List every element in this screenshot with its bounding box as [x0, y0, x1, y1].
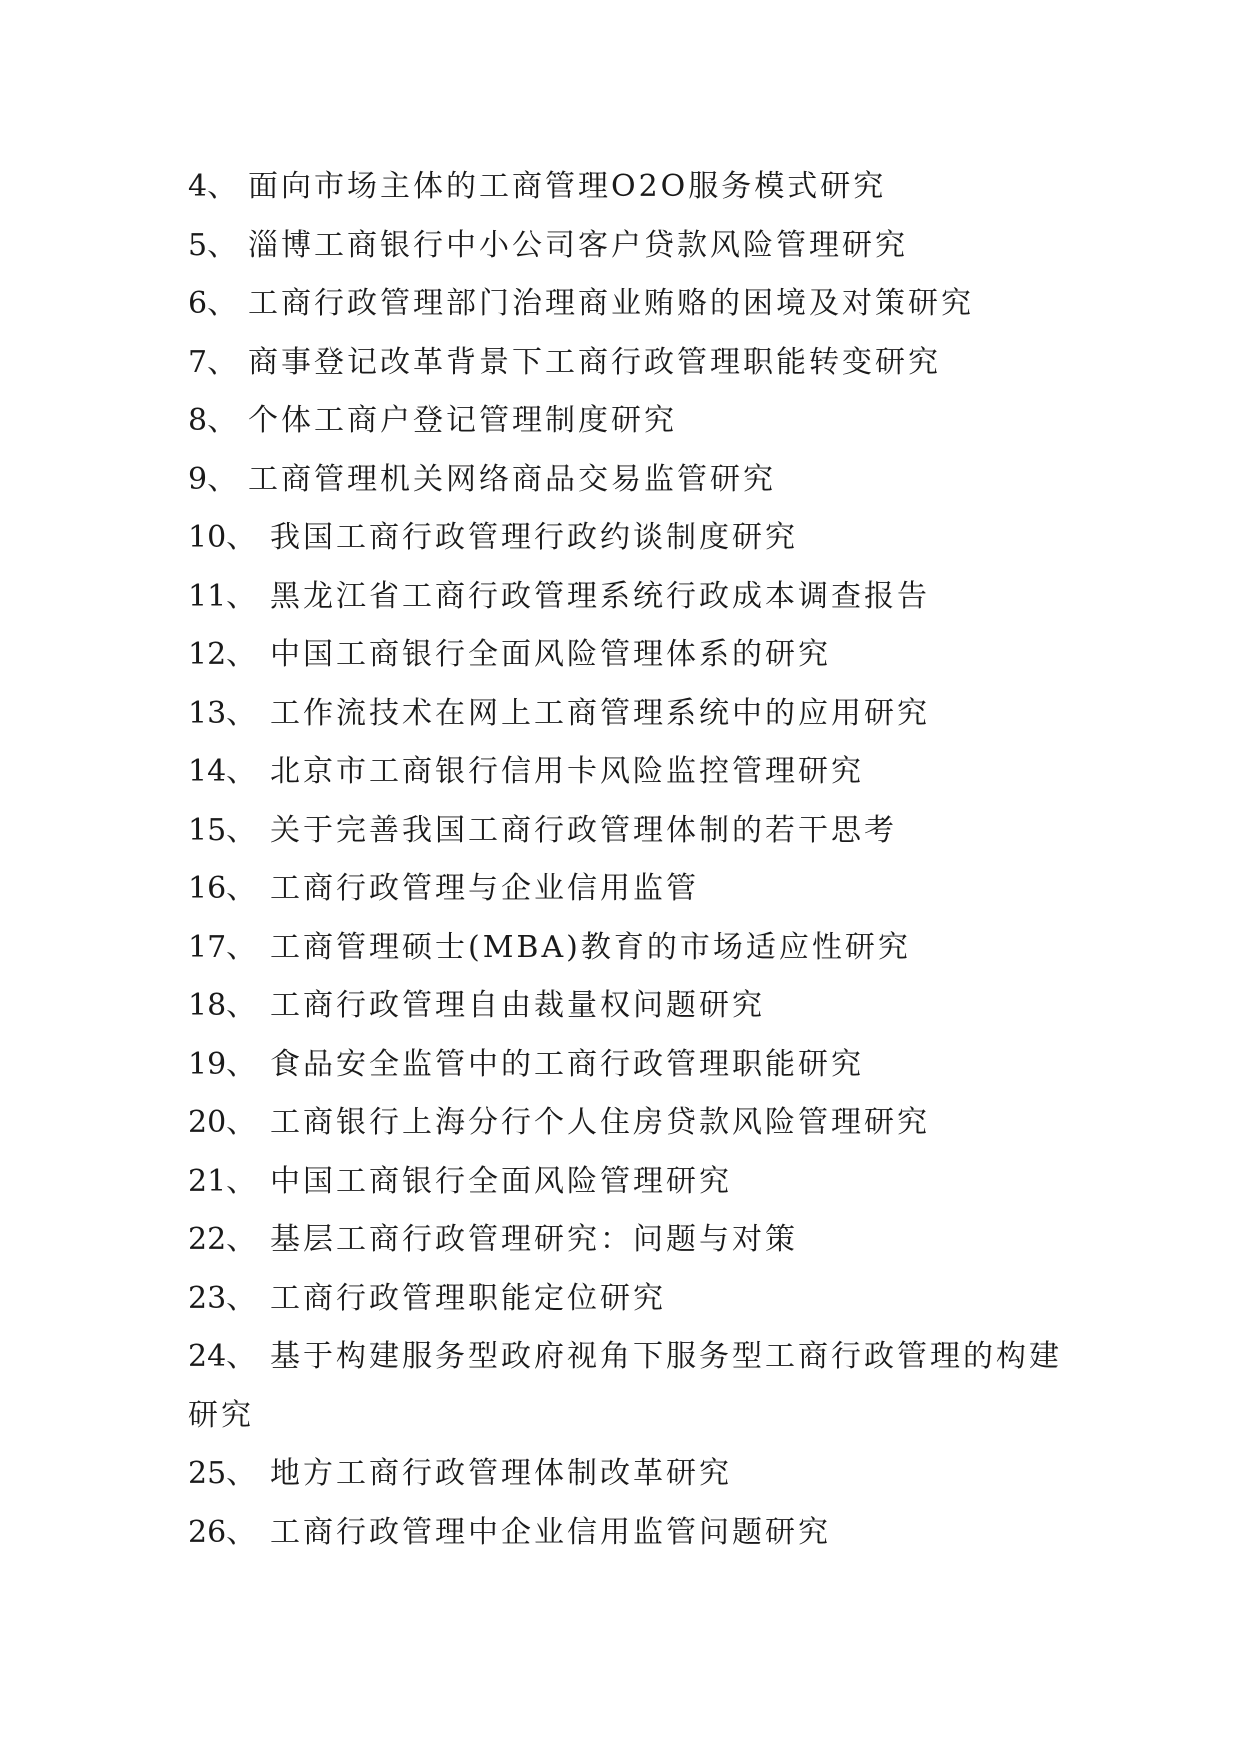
list-item	[188, 860, 1068, 919]
item-number: 13、	[188, 695, 257, 731]
list-item	[188, 919, 1068, 978]
list-item	[188, 1153, 1068, 1212]
item-number: 16、	[188, 871, 257, 906]
item-text: 面向市场主体的工商管理O2O服务模式研究	[248, 169, 887, 204]
item-number: 23、	[188, 1280, 257, 1316]
item-text: 中国工商银行全面风险管理体系的研究	[270, 637, 831, 672]
item-number: 11、	[188, 578, 257, 614]
list-item	[188, 802, 1068, 861]
item-text: 工商管理机关网络商品交易监管研究	[248, 461, 776, 497]
item-number: 22、	[188, 1222, 257, 1257]
list-item	[188, 1504, 1068, 1563]
item-number: 19、	[188, 1046, 257, 1082]
item-text: 工商行政管理中企业信用监管问题研究	[270, 1514, 831, 1550]
list-item	[188, 685, 1068, 744]
item-number: 10、	[188, 520, 257, 555]
item-text: 商事登记改革背景下工商行政管理职能转变研究	[248, 344, 941, 380]
item-number: 12、	[188, 637, 257, 672]
item-text: 食品安全监管中的工商行政管理职能研究	[270, 1046, 864, 1082]
item-number: 24、	[188, 1339, 257, 1374]
list-item	[188, 626, 1068, 685]
item-text: 关于完善我国工商行政管理体制的若干思考	[270, 812, 897, 848]
item-number: 26、	[188, 1514, 257, 1550]
item-number: 18、	[188, 988, 257, 1023]
list-item	[188, 1270, 1068, 1329]
list-item	[188, 1445, 1068, 1504]
list-item	[188, 1036, 1068, 1095]
item-text: 我国工商行政管理行政约谈制度研究	[270, 520, 798, 555]
list-item	[188, 334, 1068, 393]
list-item	[188, 1094, 1068, 1153]
list-item	[188, 451, 1068, 510]
item-text: 工商行政管理自由裁量权问题研究	[270, 988, 765, 1023]
item-text: 工商银行上海分行个人住房贷款风险管理研究	[270, 1105, 930, 1140]
item-number: 7、	[188, 344, 238, 380]
item-text: 个体工商户登记管理制度研究	[248, 403, 677, 438]
item-number: 25、	[188, 1456, 257, 1491]
list-item	[188, 743, 1068, 802]
list-item	[188, 977, 1068, 1036]
item-number: 14、	[188, 754, 257, 789]
item-number: 15、	[188, 812, 257, 848]
item-text: 中国工商银行全面风险管理研究	[270, 1163, 732, 1199]
list-item	[188, 392, 1068, 451]
item-text: 北京市工商银行信用卡风险监控管理研究	[270, 754, 864, 789]
item-number: 9、	[188, 461, 238, 497]
list-item	[188, 275, 1068, 334]
list-item	[188, 158, 1068, 217]
item-text: 工商行政管理部门治理商业贿赂的困境及对策研究	[248, 286, 974, 321]
list-item	[188, 509, 1068, 568]
item-text: 淄博工商银行中小公司客户贷款风险管理研究	[248, 227, 908, 263]
item-text: 工商行政管理职能定位研究	[270, 1280, 666, 1316]
item-number: 4、	[188, 169, 238, 204]
item-number: 6、	[188, 286, 238, 321]
item-text: 基层工商行政管理研究：问题与对策	[270, 1222, 798, 1257]
item-number: 20、	[188, 1105, 257, 1140]
list-item	[188, 568, 1068, 627]
item-text: 工作流技术在网上工商管理系统中的应用研究	[270, 695, 930, 731]
item-text: 基于构建服务型政府视角下服务型工商行政管理的构建研究	[188, 1339, 1062, 1433]
list-item	[188, 217, 1068, 276]
item-text: 工商管理硕士(MBA)教育的市场适应性研究	[270, 929, 911, 965]
list-item	[188, 1328, 1068, 1445]
list-item	[188, 1211, 1068, 1270]
item-number: 17、	[188, 929, 257, 965]
item-number: 5、	[188, 227, 238, 263]
item-text: 地方工商行政管理体制改革研究	[270, 1456, 732, 1491]
item-text: 工商行政管理与企业信用监管	[270, 871, 699, 906]
item-number: 8、	[188, 403, 238, 438]
topic-list	[188, 158, 1068, 1562]
item-number: 21、	[188, 1163, 257, 1199]
item-text: 黑龙江省工商行政管理系统行政成本调查报告	[270, 578, 930, 614]
